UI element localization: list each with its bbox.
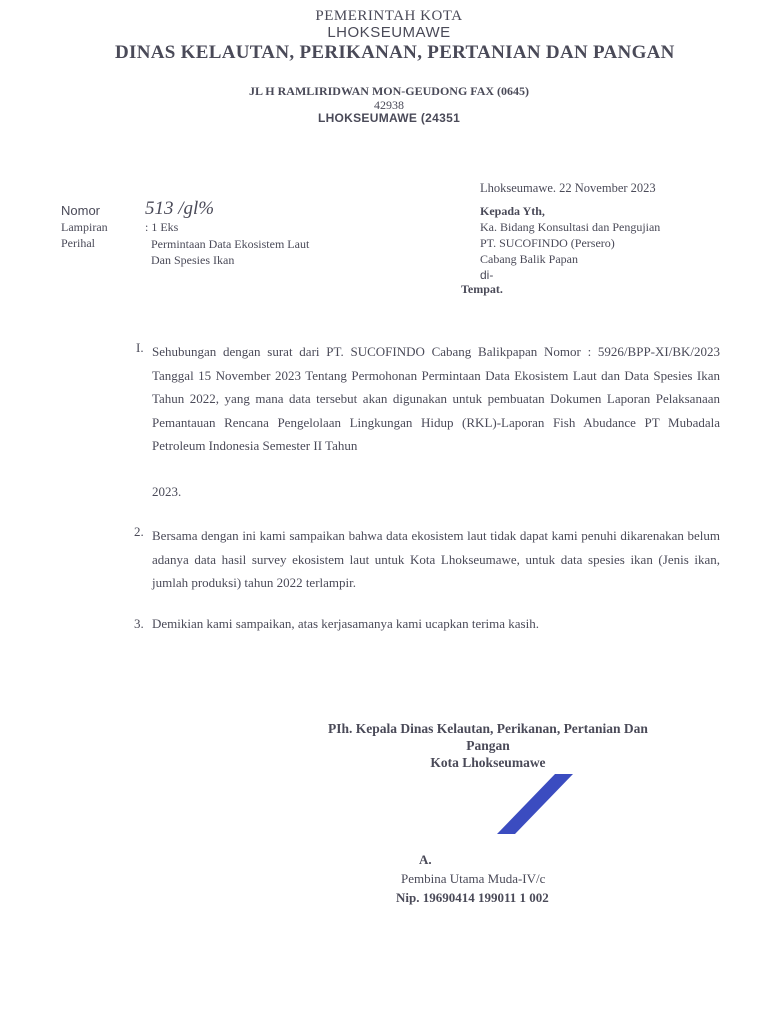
paragraph-1-year: 2023. [152,484,182,499]
perihal-line-2: Dan Spesies Ikan [151,253,235,267]
paragraph-1-number: I. [136,340,144,355]
letterhead-address: JL H RAMLIRIDWAN MON-GEUDONG FAX (0645) [248,84,530,98]
recipient-line-1: Ka. Bidang Konsultasi dan Pengujian [480,220,661,234]
letterhead-agency: DINAS KELAUTAN, PERIKANAN, PERTANIAN DAN PANGAN [115,42,675,63]
signatory-rank: Pembina Utama Muda-IV/c [401,871,546,886]
letterhead-code: 42938 [374,98,404,112]
signature-title-line-1: PIh. Kepala Dinas Kelautan, Perikanan, Pertanian Dan [328,721,648,736]
signature-stroke [497,774,573,834]
perihal-label: Perihal [61,236,95,250]
signature-title-line-2: Pangan [466,738,510,753]
lampiran-label: Lampiran [61,220,108,234]
signature-title-line-3: Kota Lhokseumawe [430,755,546,770]
paragraph-2-number: 2. [134,524,144,539]
signature-mark [497,774,577,836]
recipient-line-3: Cabang Balik Papan [480,252,578,266]
signatory-name: A. [419,852,432,867]
paragraph-2: Bersama dengan ini kami sampaikan bahwa data ekosistem laut tidak dapat kami penuhi dikarenakan belum adanya data hasil survey ekosistem laut untuk Kota Lhokseumawe, untuk data spesies ikan (Jenis ikan, jumlah produksi) tahun 2022 terlampir. [152,528,720,590]
letterhead-city: LHOKSEUMAWE [327,24,451,41]
nomor-label: Nomor [61,203,101,218]
recipient-salutation: Kepada Yth, [480,204,545,218]
recipient-line-2: PT. SUCOFINDO (Persero) [480,236,615,250]
letterhead-government: PEMERINTAH KOTA [315,8,463,24]
perihal-value [151,236,309,268]
paragraph-3-number: 3. [134,616,144,631]
nomor-value: 513 /gl% [145,198,215,219]
perihal-line-1: Permintaan Data Ekosistem Laut [151,237,310,251]
recipient-block [480,203,660,283]
signature-title [290,720,686,771]
signatory-nip: Nip. 19690414 199011 1 002 [396,890,549,905]
paragraph-3: Demikian kami sampaikan, atas kerjasamanya kami ucapkan terima kasih. [152,616,539,631]
paragraph-1: Sehubungan dengan surat dari PT. SUCOFINDO Cabang Balikpapan Nomor : 5926/BPP-XI/BK/2023 Tanggal 15 November 2023 Tentang Permohonan Permintaan Data Ekosistem Laut dan Data Spesies Ikan Tahun 2022, yang mana data tersebut akan digunakan untuk pembuatan Dokumen Laporan Pelaksanaan Pemantauan Rencana Pengelolaan Lingkungan Hidup (RKL)-Laporan Fish Abudance PT Mubadala Petroleum Indonesia Semester II Tahun [152,344,720,453]
letter-date: Lhokseumawe. 22 November 2023 [480,181,656,195]
letterhead-city-postal: LHOKSEUMAWE (24351 [317,111,461,125]
lampiran-value: : 1 Eks [145,220,179,234]
recipient-place: Tempat. [461,282,503,296]
recipient-line-4: di- [480,268,494,282]
